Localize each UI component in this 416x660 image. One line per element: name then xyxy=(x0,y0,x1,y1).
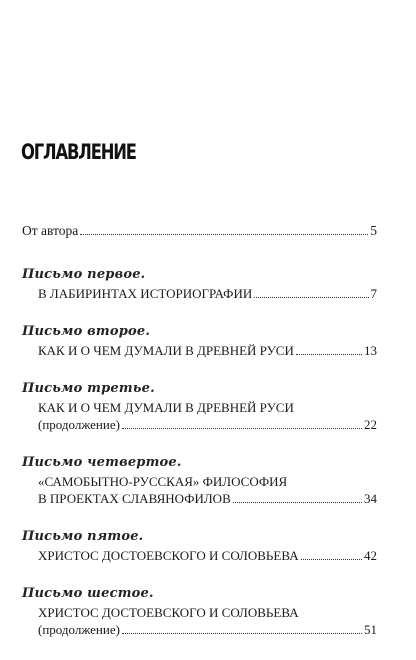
toc-entry-text: От автора xyxy=(22,223,79,238)
toc-entry-text: ХРИСТОС ДОСТОЕВСКОГО И СОЛОВЬЕВА xyxy=(38,605,299,620)
page-number: 22 xyxy=(364,417,377,432)
toc-entry-line xyxy=(22,473,377,490)
dot-leader xyxy=(233,502,362,503)
toc-entry-text: «САМОБЫТНО-РУССКАЯ» ФИЛОСОФИЯ xyxy=(38,474,288,489)
toc-entry-letter-2[interactable] xyxy=(22,324,377,359)
letter-label: Письмо первое. xyxy=(22,267,146,282)
toc-entry-text: ХРИСТОС ДОСТОЕВСКОГО И СОЛОВЬЕВА xyxy=(38,548,299,563)
toc-entry-line xyxy=(22,621,377,638)
page-number: 5 xyxy=(370,223,377,238)
toc-entry-text: КАК И О ЧЕМ ДУМАЛИ В ДРЕВНЕЙ РУСИ xyxy=(38,343,294,358)
page-number: 7 xyxy=(370,286,377,301)
toc-entry-letter-5[interactable] xyxy=(22,529,377,564)
toc-entry-letter-3[interactable] xyxy=(22,381,377,433)
letter-label: Письмо второе. xyxy=(22,324,151,339)
toc-entry-line xyxy=(22,604,377,621)
page-number: 34 xyxy=(364,491,377,506)
toc-entry-letter-1[interactable] xyxy=(22,267,377,302)
toc-entry-line xyxy=(22,416,377,433)
dot-leader xyxy=(122,428,362,429)
toc-entry-line xyxy=(22,490,377,507)
toc-entry-line xyxy=(22,285,377,302)
toc-entry-text: В ПРОЕКТАХ СЛАВЯНОФИЛОВ xyxy=(38,491,231,506)
toc-entry-text: В ЛАБИРИНТАХ ИСТОРИОГРАФИИ xyxy=(38,286,253,301)
toc-entry-letter-6[interactable] xyxy=(22,586,377,638)
page-number: 42 xyxy=(364,548,377,563)
dot-leader xyxy=(301,559,362,560)
toc-entry-line xyxy=(22,399,377,416)
toc-title: ОГЛАВЛЕНИЕ xyxy=(21,140,136,164)
toc-entry-text: (продолжение) xyxy=(38,417,120,432)
toc-entry-line xyxy=(22,547,377,564)
page-number: 13 xyxy=(364,343,377,358)
toc-entry-line xyxy=(22,342,377,359)
dot-leader xyxy=(80,234,368,235)
letter-label: Письмо пятое. xyxy=(22,529,144,544)
letter-label: Письмо шестое. xyxy=(22,586,154,601)
letter-label: Письмо четвертое. xyxy=(22,455,182,470)
letter-label: Письмо третье. xyxy=(22,381,155,396)
dot-leader xyxy=(254,297,368,298)
page-number: 51 xyxy=(364,622,377,637)
dot-leader xyxy=(296,354,362,355)
table-of-contents xyxy=(22,223,377,660)
dot-leader xyxy=(122,633,362,634)
toc-entry-letter-4[interactable] xyxy=(22,455,377,507)
toc-entry-text: (продолжение) xyxy=(38,622,120,637)
toc-entry-text: КАК И О ЧЕМ ДУМАЛИ В ДРЕВНЕЙ РУСИ xyxy=(38,400,294,415)
toc-entry-author[interactable] xyxy=(22,223,377,243)
